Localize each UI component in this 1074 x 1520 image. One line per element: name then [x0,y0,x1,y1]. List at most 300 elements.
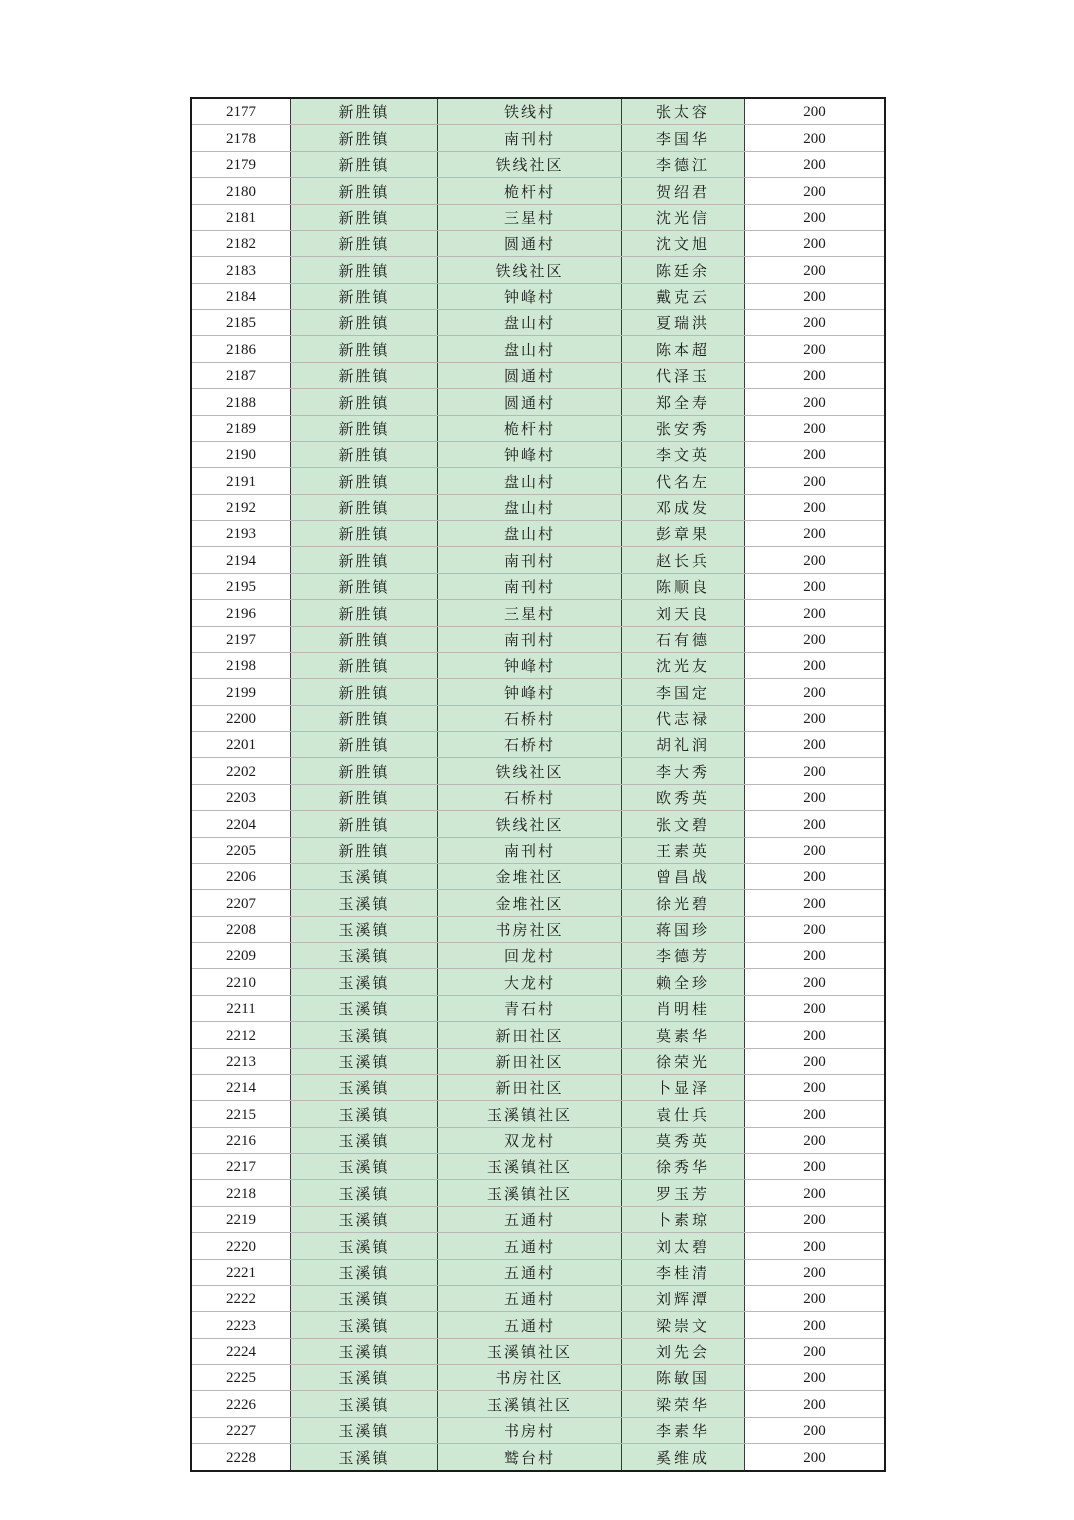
amount-cell: 200 [745,257,886,283]
town-cell: 新胜镇 [291,310,438,336]
town-cell: 新胜镇 [291,521,438,547]
serial-number-cell: 2180 [191,178,291,204]
serial-number-cell: 2205 [191,837,291,863]
town-cell: 新胜镇 [291,204,438,230]
village-cell: 玉溪镇社区 [438,1180,622,1206]
person-name-cell: 李桂清 [622,1259,745,1285]
amount-cell: 200 [745,1233,886,1259]
town-cell: 新胜镇 [291,441,438,467]
village-cell: 五通村 [438,1233,622,1259]
village-cell: 书房社区 [438,1365,622,1391]
table-row [191,943,885,969]
serial-number-cell: 2217 [191,1154,291,1180]
serial-number-cell: 2208 [191,916,291,942]
town-cell: 新胜镇 [291,151,438,177]
person-name-cell: 张安秀 [622,415,745,441]
person-name-cell: 邓成发 [622,494,745,520]
amount-cell: 200 [745,1259,886,1285]
village-cell: 三星村 [438,204,622,230]
serial-number-cell: 2193 [191,521,291,547]
table-row [191,1338,885,1364]
village-cell: 钟峰村 [438,652,622,678]
amount-cell: 200 [745,943,886,969]
table-row [191,1022,885,1048]
village-cell: 盘山村 [438,468,622,494]
village-cell: 五通村 [438,1206,622,1232]
town-cell: 新胜镇 [291,336,438,362]
amount-cell: 200 [745,1022,886,1048]
person-name-cell: 刘天良 [622,600,745,626]
town-cell: 玉溪镇 [291,1285,438,1311]
village-cell: 新田社区 [438,1074,622,1100]
serial-number-cell: 2197 [191,626,291,652]
serial-number-cell: 2185 [191,310,291,336]
town-cell: 新胜镇 [291,415,438,441]
amount-cell: 200 [745,494,886,520]
person-name-cell: 刘先会 [622,1338,745,1364]
village-cell: 铁线社区 [438,758,622,784]
village-cell: 盘山村 [438,310,622,336]
amount-cell: 200 [745,1285,886,1311]
serial-number-cell: 2224 [191,1338,291,1364]
person-name-cell: 罗玉芳 [622,1180,745,1206]
town-cell: 新胜镇 [291,547,438,573]
serial-number-cell: 2209 [191,943,291,969]
town-cell: 玉溪镇 [291,1365,438,1391]
person-name-cell: 曾昌战 [622,863,745,889]
town-cell: 新胜镇 [291,652,438,678]
village-cell: 铁线社区 [438,811,622,837]
town-cell: 新胜镇 [291,98,438,125]
amount-cell: 200 [745,310,886,336]
village-cell: 钟峰村 [438,283,622,309]
table-row [191,837,885,863]
table-row [191,98,885,125]
amount-cell: 200 [745,732,886,758]
person-name-cell: 李德江 [622,151,745,177]
serial-number-cell: 2200 [191,705,291,731]
person-name-cell: 沈光信 [622,204,745,230]
amount-cell: 200 [745,863,886,889]
table-row [191,626,885,652]
village-cell: 圆通村 [438,230,622,256]
person-name-cell: 肖明桂 [622,995,745,1021]
table-row [191,652,885,678]
person-name-cell: 刘太碧 [622,1233,745,1259]
person-name-cell: 李国华 [622,125,745,151]
serial-number-cell: 2178 [191,125,291,151]
serial-number-cell: 2223 [191,1312,291,1338]
table-row [191,415,885,441]
amount-cell: 200 [745,784,886,810]
person-name-cell: 李国定 [622,679,745,705]
table-row [191,995,885,1021]
village-cell: 南刊村 [438,626,622,652]
serial-number-cell: 2215 [191,1101,291,1127]
village-cell: 铁线社区 [438,151,622,177]
serial-number-cell: 2190 [191,441,291,467]
town-cell: 新胜镇 [291,784,438,810]
person-name-cell: 张太容 [622,98,745,125]
person-name-cell: 石有德 [622,626,745,652]
village-cell: 盘山村 [438,521,622,547]
town-cell: 新胜镇 [291,732,438,758]
amount-cell: 200 [745,969,886,995]
town-cell: 玉溪镇 [291,1022,438,1048]
serial-number-cell: 2192 [191,494,291,520]
village-cell: 新田社区 [438,1022,622,1048]
person-name-cell: 陈顺良 [622,573,745,599]
amount-cell: 200 [745,758,886,784]
village-cell: 青石村 [438,995,622,1021]
person-name-cell: 陈廷余 [622,257,745,283]
serial-number-cell: 2177 [191,98,291,125]
person-name-cell: 陈敏国 [622,1365,745,1391]
person-name-cell: 奚维成 [622,1444,745,1471]
amount-cell: 200 [745,1101,886,1127]
village-cell: 金堆社区 [438,890,622,916]
table-row [191,705,885,731]
serial-number-cell: 2188 [191,389,291,415]
table-row [191,784,885,810]
town-cell: 新胜镇 [291,125,438,151]
person-name-cell: 胡礼润 [622,732,745,758]
village-cell: 玉溪镇社区 [438,1101,622,1127]
town-cell: 新胜镇 [291,679,438,705]
table-row [191,679,885,705]
person-name-cell: 卜显泽 [622,1074,745,1100]
village-cell: 南刊村 [438,837,622,863]
amount-cell: 200 [745,151,886,177]
village-cell: 石桥村 [438,784,622,810]
serial-number-cell: 2222 [191,1285,291,1311]
town-cell: 玉溪镇 [291,1048,438,1074]
table-row [191,1417,885,1443]
table-row [191,1233,885,1259]
village-cell: 钟峰村 [438,679,622,705]
person-name-cell: 夏瑞洪 [622,310,745,336]
town-cell: 玉溪镇 [291,1074,438,1100]
serial-number-cell: 2191 [191,468,291,494]
town-cell: 新胜镇 [291,230,438,256]
person-name-cell: 彭章果 [622,521,745,547]
serial-number-cell: 2226 [191,1391,291,1417]
serial-number-cell: 2204 [191,811,291,837]
serial-number-cell: 2187 [191,362,291,388]
serial-number-cell: 2203 [191,784,291,810]
amount-cell: 200 [745,679,886,705]
serial-number-cell: 2207 [191,890,291,916]
village-cell: 南刊村 [438,573,622,599]
person-name-cell: 蒋国珍 [622,916,745,942]
serial-number-cell: 2198 [191,652,291,678]
town-cell: 玉溪镇 [291,1101,438,1127]
amount-cell: 200 [745,1312,886,1338]
table-row [191,125,885,151]
table-row [191,1074,885,1100]
serial-number-cell: 2199 [191,679,291,705]
village-cell: 铁线村 [438,98,622,125]
person-name-cell: 戴克云 [622,283,745,309]
person-name-cell: 代名左 [622,468,745,494]
serial-number-cell: 2216 [191,1127,291,1153]
table-row [191,732,885,758]
village-cell: 南刊村 [438,125,622,151]
person-name-cell: 梁荣华 [622,1391,745,1417]
person-name-cell: 李大秀 [622,758,745,784]
table-row [191,494,885,520]
amount-cell: 200 [745,1365,886,1391]
amount-cell: 200 [745,468,886,494]
town-cell: 玉溪镇 [291,969,438,995]
amount-cell: 200 [745,600,886,626]
amount-cell: 200 [745,547,886,573]
town-cell: 新胜镇 [291,837,438,863]
table-row [191,257,885,283]
person-name-cell: 贺绍君 [622,178,745,204]
town-cell: 玉溪镇 [291,863,438,889]
amount-cell: 200 [745,837,886,863]
village-cell: 南刊村 [438,547,622,573]
town-cell: 玉溪镇 [291,1233,438,1259]
person-name-cell: 赖全珍 [622,969,745,995]
town-cell: 玉溪镇 [291,943,438,969]
amount-cell: 200 [745,204,886,230]
amount-cell: 200 [745,1180,886,1206]
person-name-cell: 李文英 [622,441,745,467]
amount-cell: 200 [745,1338,886,1364]
amount-cell: 200 [745,125,886,151]
village-cell: 石桥村 [438,705,622,731]
table-row [191,1127,885,1153]
table-row [191,178,885,204]
amount-cell: 200 [745,811,886,837]
person-name-cell: 欧秀英 [622,784,745,810]
village-cell: 五通村 [438,1312,622,1338]
table-row [191,1206,885,1232]
amount-cell: 200 [745,98,886,125]
amount-cell: 200 [745,705,886,731]
amount-cell: 200 [745,652,886,678]
serial-number-cell: 2218 [191,1180,291,1206]
table-row [191,1444,885,1471]
village-cell: 金堆社区 [438,863,622,889]
amount-cell: 200 [745,336,886,362]
town-cell: 新胜镇 [291,389,438,415]
amount-cell: 200 [745,1417,886,1443]
person-name-cell: 陈本超 [622,336,745,362]
person-name-cell: 王素英 [622,837,745,863]
serial-number-cell: 2219 [191,1206,291,1232]
roster-table [190,97,886,1472]
village-cell: 玉溪镇社区 [438,1338,622,1364]
amount-cell: 200 [745,890,886,916]
town-cell: 玉溪镇 [291,1259,438,1285]
serial-number-cell: 2186 [191,336,291,362]
serial-number-cell: 2211 [191,995,291,1021]
amount-cell: 200 [745,1391,886,1417]
person-name-cell: 赵长兵 [622,547,745,573]
village-cell: 圆通村 [438,362,622,388]
village-cell: 玉溪镇社区 [438,1154,622,1180]
person-name-cell: 沈文旭 [622,230,745,256]
town-cell: 新胜镇 [291,600,438,626]
serial-number-cell: 2212 [191,1022,291,1048]
table-row [191,468,885,494]
table-row [191,573,885,599]
village-cell: 石桥村 [438,732,622,758]
person-name-cell: 徐荣光 [622,1048,745,1074]
table-row [191,890,885,916]
town-cell: 玉溪镇 [291,1312,438,1338]
town-cell: 玉溪镇 [291,1154,438,1180]
table-row [191,283,885,309]
serial-number-cell: 2183 [191,257,291,283]
town-cell: 玉溪镇 [291,1338,438,1364]
village-cell: 玉溪镇社区 [438,1391,622,1417]
village-cell: 五通村 [438,1259,622,1285]
person-name-cell: 李素华 [622,1417,745,1443]
town-cell: 新胜镇 [291,626,438,652]
table-row [191,811,885,837]
person-name-cell: 代志禄 [622,705,745,731]
table-row [191,863,885,889]
serial-number-cell: 2184 [191,283,291,309]
table-row [191,1391,885,1417]
table-row [191,1101,885,1127]
village-cell: 桅杆村 [438,178,622,204]
amount-cell: 200 [745,1444,886,1471]
serial-number-cell: 2214 [191,1074,291,1100]
table-row [191,521,885,547]
town-cell: 玉溪镇 [291,1417,438,1443]
amount-cell: 200 [745,916,886,942]
serial-number-cell: 2194 [191,547,291,573]
table-row [191,1259,885,1285]
amount-cell: 200 [745,573,886,599]
table-row [191,547,885,573]
town-cell: 玉溪镇 [291,916,438,942]
table-row [191,336,885,362]
amount-cell: 200 [745,283,886,309]
table-row [191,1048,885,1074]
amount-cell: 200 [745,178,886,204]
person-name-cell: 张文碧 [622,811,745,837]
town-cell: 新胜镇 [291,362,438,388]
town-cell: 新胜镇 [291,811,438,837]
roster-table-body [191,98,885,1471]
town-cell: 新胜镇 [291,705,438,731]
village-cell: 盘山村 [438,494,622,520]
serial-number-cell: 2195 [191,573,291,599]
serial-number-cell: 2179 [191,151,291,177]
amount-cell: 200 [745,626,886,652]
village-cell: 双龙村 [438,1127,622,1153]
town-cell: 新胜镇 [291,758,438,784]
town-cell: 玉溪镇 [291,1127,438,1153]
serial-number-cell: 2228 [191,1444,291,1471]
person-name-cell: 郑全寿 [622,389,745,415]
serial-number-cell: 2202 [191,758,291,784]
amount-cell: 200 [745,1074,886,1100]
table-row [191,389,885,415]
village-cell: 五通村 [438,1285,622,1311]
person-name-cell: 袁仕兵 [622,1101,745,1127]
village-cell: 铁线社区 [438,257,622,283]
town-cell: 新胜镇 [291,283,438,309]
table-row [191,310,885,336]
table-row [191,758,885,784]
town-cell: 玉溪镇 [291,995,438,1021]
amount-cell: 200 [745,1154,886,1180]
village-cell: 盘山村 [438,336,622,362]
amount-cell: 200 [745,1127,886,1153]
person-name-cell: 李德芳 [622,943,745,969]
person-name-cell: 莫秀英 [622,1127,745,1153]
table-row [191,441,885,467]
person-name-cell: 莫素华 [622,1022,745,1048]
person-name-cell: 卜素琼 [622,1206,745,1232]
amount-cell: 200 [745,230,886,256]
table-row [191,1180,885,1206]
village-cell: 书房社区 [438,916,622,942]
amount-cell: 200 [745,441,886,467]
table-row [191,600,885,626]
amount-cell: 200 [745,995,886,1021]
amount-cell: 200 [745,1048,886,1074]
village-cell: 圆通村 [438,389,622,415]
serial-number-cell: 2213 [191,1048,291,1074]
serial-number-cell: 2182 [191,230,291,256]
table-row [191,151,885,177]
town-cell: 玉溪镇 [291,1206,438,1232]
serial-number-cell: 2210 [191,969,291,995]
amount-cell: 200 [745,1206,886,1232]
town-cell: 新胜镇 [291,468,438,494]
amount-cell: 200 [745,521,886,547]
village-cell: 书房村 [438,1417,622,1443]
town-cell: 新胜镇 [291,573,438,599]
person-name-cell: 徐光碧 [622,890,745,916]
village-cell: 新田社区 [438,1048,622,1074]
serial-number-cell: 2189 [191,415,291,441]
person-name-cell: 代泽玉 [622,362,745,388]
town-cell: 新胜镇 [291,178,438,204]
town-cell: 玉溪镇 [291,1444,438,1471]
serial-number-cell: 2227 [191,1417,291,1443]
table-row [191,916,885,942]
serial-number-cell: 2201 [191,732,291,758]
serial-number-cell: 2196 [191,600,291,626]
village-cell: 桅杆村 [438,415,622,441]
table-row [191,204,885,230]
serial-number-cell: 2206 [191,863,291,889]
serial-number-cell: 2225 [191,1365,291,1391]
table-row [191,969,885,995]
village-cell: 鹫台村 [438,1444,622,1471]
serial-number-cell: 2221 [191,1259,291,1285]
town-cell: 新胜镇 [291,494,438,520]
table-row [191,230,885,256]
town-cell: 新胜镇 [291,257,438,283]
person-name-cell: 刘辉潭 [622,1285,745,1311]
village-cell: 钟峰村 [438,441,622,467]
town-cell: 玉溪镇 [291,1180,438,1206]
table-row [191,1285,885,1311]
table-row [191,362,885,388]
amount-cell: 200 [745,389,886,415]
serial-number-cell: 2220 [191,1233,291,1259]
